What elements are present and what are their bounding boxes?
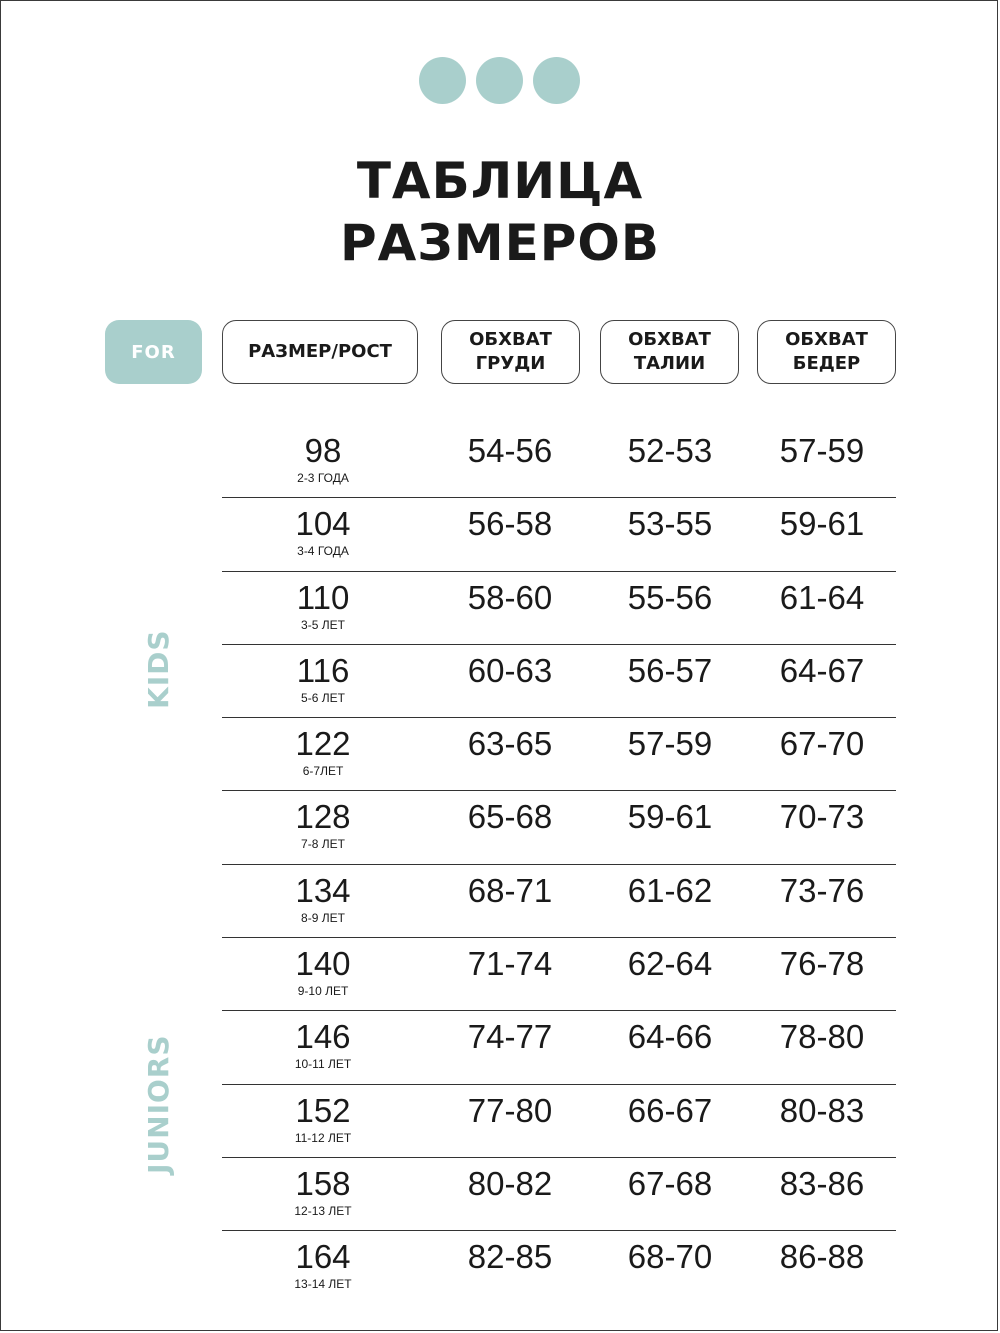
- age-value: 12-13 ЛЕТ: [294, 1203, 352, 1218]
- size-cell: [222, 1239, 424, 1291]
- chest-value: 63-65: [467, 725, 553, 763]
- age-value: 6-7ЛЕТ: [302, 764, 344, 779]
- waist-value: 66-67: [627, 1091, 713, 1129]
- chest-value: 56-58: [467, 505, 553, 543]
- hips-value: 76-78: [779, 945, 865, 983]
- decorative-dots: [419, 57, 581, 103]
- dot-icon: [419, 57, 466, 104]
- table-row: [222, 718, 896, 791]
- age-value: 2-3 ГОДА: [297, 471, 349, 485]
- hips-value: 61-64: [779, 578, 865, 616]
- table-row: [222, 1011, 896, 1084]
- waist-value: 55-56: [627, 578, 713, 616]
- age-value: 3-4 ГОДА: [297, 544, 349, 559]
- waist-value: 52-53: [627, 432, 713, 469]
- table-row: [222, 498, 896, 571]
- size-value: 140: [295, 945, 351, 983]
- page-title-line-2: РАЗМЕРОВ: [339, 214, 661, 272]
- age-value: 3-5 ЛЕТ: [301, 617, 345, 632]
- table-row: [222, 938, 896, 1011]
- waist-value: 56-57: [627, 651, 713, 689]
- header-chest: ОБХВАТ ГРУДИ: [441, 320, 580, 384]
- hips-value: 86-88: [779, 1238, 865, 1276]
- table-row: [222, 645, 896, 718]
- size-value: 98: [304, 432, 342, 469]
- hips-value: 80-83: [779, 1091, 865, 1129]
- size-cell: [222, 946, 424, 998]
- chest-value: 58-60: [467, 578, 553, 616]
- size-value: 158: [295, 1164, 351, 1202]
- size-value: 116: [296, 651, 350, 689]
- size-value: 128: [295, 798, 351, 836]
- age-value: 5-6 ЛЕТ: [301, 690, 345, 705]
- table-row: [222, 425, 896, 498]
- waist-value: 64-66: [627, 1018, 713, 1056]
- chest-value: 54-56: [467, 432, 553, 469]
- hips-value: 78-80: [779, 1018, 865, 1056]
- age-value: 13-14 ЛЕТ: [294, 1277, 352, 1292]
- age-value: 10-11 ЛЕТ: [294, 1057, 352, 1072]
- side-label-juniors: JUNIORS: [142, 1034, 175, 1174]
- size-cell: [222, 506, 424, 558]
- hips-value: 73-76: [779, 871, 865, 909]
- age-value: 9-10 ЛЕТ: [297, 984, 349, 999]
- size-cell: [222, 873, 424, 925]
- waist-value: 67-68: [627, 1164, 713, 1202]
- hips-value: 70-73: [779, 798, 865, 836]
- size-value: 152: [295, 1091, 351, 1129]
- table-row: [222, 1231, 896, 1304]
- size-value: 104: [295, 505, 351, 543]
- size-cell: [222, 1019, 424, 1071]
- for-badge: FOR: [105, 320, 202, 384]
- table-row: [222, 865, 896, 938]
- header-size-height: РАЗМЕР/РОСТ: [222, 320, 418, 384]
- size-cell: [222, 580, 424, 632]
- page-title: [0, 150, 1000, 274]
- size-table: [222, 425, 896, 1305]
- table-row: [222, 1085, 896, 1158]
- page-title-line-1: ТАБЛИЦА: [356, 152, 644, 210]
- size-value: 122: [295, 725, 351, 763]
- age-value: 7-8 ЛЕТ: [301, 837, 345, 852]
- size-cell: [222, 1166, 424, 1218]
- waist-value: 57-59: [627, 725, 713, 763]
- size-value: 164: [295, 1238, 351, 1276]
- chest-value: 80-82: [467, 1164, 553, 1202]
- size-cell: [222, 726, 424, 778]
- size-value: 146: [295, 1018, 351, 1056]
- waist-value: 62-64: [627, 945, 713, 983]
- age-value: 11-12 ЛЕТ: [294, 1130, 352, 1145]
- size-cell: [222, 433, 424, 485]
- age-value: 8-9 ЛЕТ: [301, 910, 345, 925]
- chest-value: 65-68: [467, 798, 553, 836]
- dot-icon: [476, 57, 523, 104]
- hips-value: 67-70: [779, 725, 865, 763]
- chest-value: 82-85: [467, 1238, 553, 1276]
- chest-value: 68-71: [467, 871, 553, 909]
- chest-value: 60-63: [467, 651, 553, 689]
- size-cell: [222, 799, 424, 851]
- table-row: [222, 791, 896, 864]
- table-row: [222, 572, 896, 645]
- size-value: 134: [295, 871, 351, 909]
- size-cell: [222, 1093, 424, 1145]
- size-value: 110: [296, 578, 350, 616]
- chest-value: 74-77: [467, 1018, 553, 1056]
- hips-value: 59-61: [779, 505, 865, 543]
- size-cell: [222, 653, 424, 705]
- table-row: [222, 1158, 896, 1231]
- chest-value: 77-80: [467, 1091, 553, 1129]
- waist-value: 68-70: [627, 1238, 713, 1276]
- hips-value: 83-86: [779, 1164, 865, 1202]
- hips-value: 64-67: [779, 651, 865, 689]
- chest-value: 71-74: [467, 945, 553, 983]
- header-waist: ОБХВАТ ТАЛИИ: [600, 320, 739, 384]
- hips-value: 57-59: [779, 432, 865, 469]
- waist-value: 61-62: [627, 871, 713, 909]
- dot-icon: [533, 57, 580, 104]
- header-hips: ОБХВАТ БЕДЕР: [757, 320, 896, 384]
- waist-value: 53-55: [627, 505, 713, 543]
- side-label-kids: KIDS: [142, 629, 175, 709]
- waist-value: 59-61: [627, 798, 713, 836]
